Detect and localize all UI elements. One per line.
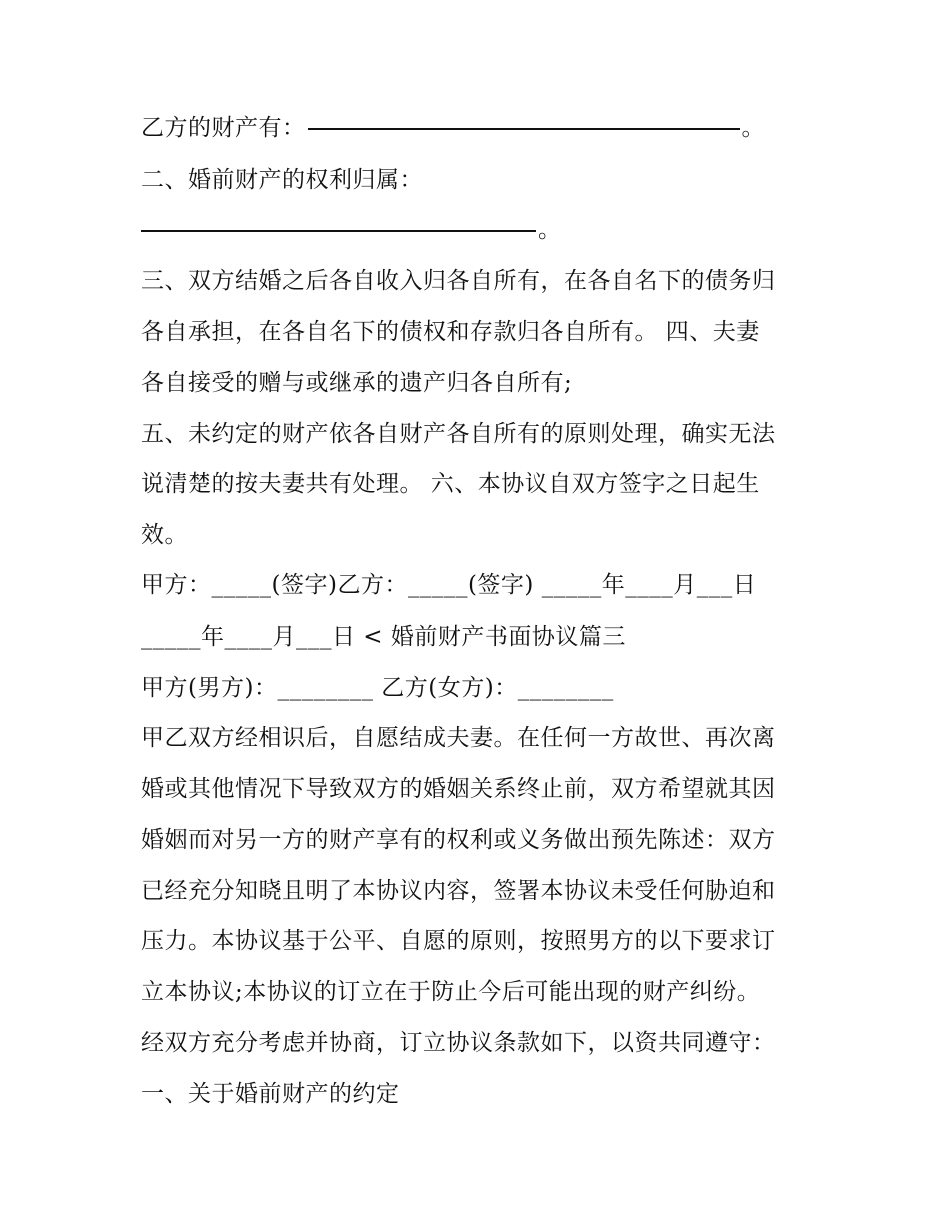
date-line <box>141 622 626 652</box>
blank-rule <box>141 230 536 232</box>
blank-rule <box>308 128 740 130</box>
text-line <box>141 825 776 855</box>
line-text: _____年____月___日 < 婚前财产书面协议篇三 <box>141 624 626 650</box>
line-text: 二、婚前财产的权利归属： <box>141 167 423 193</box>
line-text: 婚姻而对另一方的财产享有的权利或义务做出预先陈述：双方 <box>141 827 776 853</box>
text-line <box>141 419 776 449</box>
text-line-clause-2-heading <box>141 165 423 195</box>
signature-line <box>141 570 756 600</box>
text-line <box>141 723 776 753</box>
line-text: 各自接受的赠与或继承的遗产归各自所有; <box>141 370 573 396</box>
line-text: 效。 <box>141 522 188 548</box>
line-text: 经双方充分考虑并协商，订立协议条款如下，以资共同遵守： <box>141 1030 776 1056</box>
line-text: 一、关于婚前财产的约定 <box>141 1081 400 1107</box>
text-line <box>141 926 776 956</box>
line-tail: 。 <box>538 217 562 243</box>
line-text: 甲方：_____(签字)乙方：_____(签字) _____年____月___日 <box>141 572 757 598</box>
text-line <box>141 520 188 550</box>
text-line <box>141 1028 776 1058</box>
parties-line <box>141 673 614 703</box>
text-line <box>141 266 776 296</box>
line-text: 立本协议;本协议的订立在于防止今后可能出现的财产纠纷。 <box>141 979 761 1005</box>
line-text: 婚或其他情况下导致双方的婚姻关系终止前，双方希望就其因 <box>141 776 776 802</box>
line-text: 三、双方结婚之后各自收入归各自所有，在各自名下的债务归 <box>141 268 776 294</box>
line-text: 甲乙双方经相识后，自愿结成夫妻。在任何一方故世、再次离 <box>141 725 776 751</box>
section-heading <box>141 1079 400 1109</box>
line-text: 甲方(男方)：________ 乙方(女方)：________ <box>141 675 614 701</box>
line-text: 说清楚的按夫妻共有处理。 六、本协议自双方签字之日起生 <box>141 471 760 497</box>
line-text: 五、未约定的财产依各自财产各自所有的原则处理，确实无法 <box>141 421 776 447</box>
text-line-party-b-property <box>141 113 765 143</box>
line-text: 已经充分知晓且明了本协议内容，签署本协议未受任何胁迫和 <box>141 878 776 904</box>
text-line <box>141 368 572 398</box>
line-text: 乙方的财产有： <box>141 115 306 141</box>
text-line <box>141 876 776 906</box>
text-line-clause-2-blank <box>141 215 562 245</box>
text-line <box>141 469 760 499</box>
text-line <box>141 977 760 1007</box>
text-line <box>141 774 776 804</box>
line-text: 压力。本协议基于公平、自愿的原则，按照男方的以下要求订 <box>141 928 776 954</box>
line-text: 各自承担，在各自名下的债权和存款归各自所有。 四、夫妻 <box>141 319 760 345</box>
line-tail: 。 <box>741 115 765 141</box>
text-line <box>141 317 760 347</box>
